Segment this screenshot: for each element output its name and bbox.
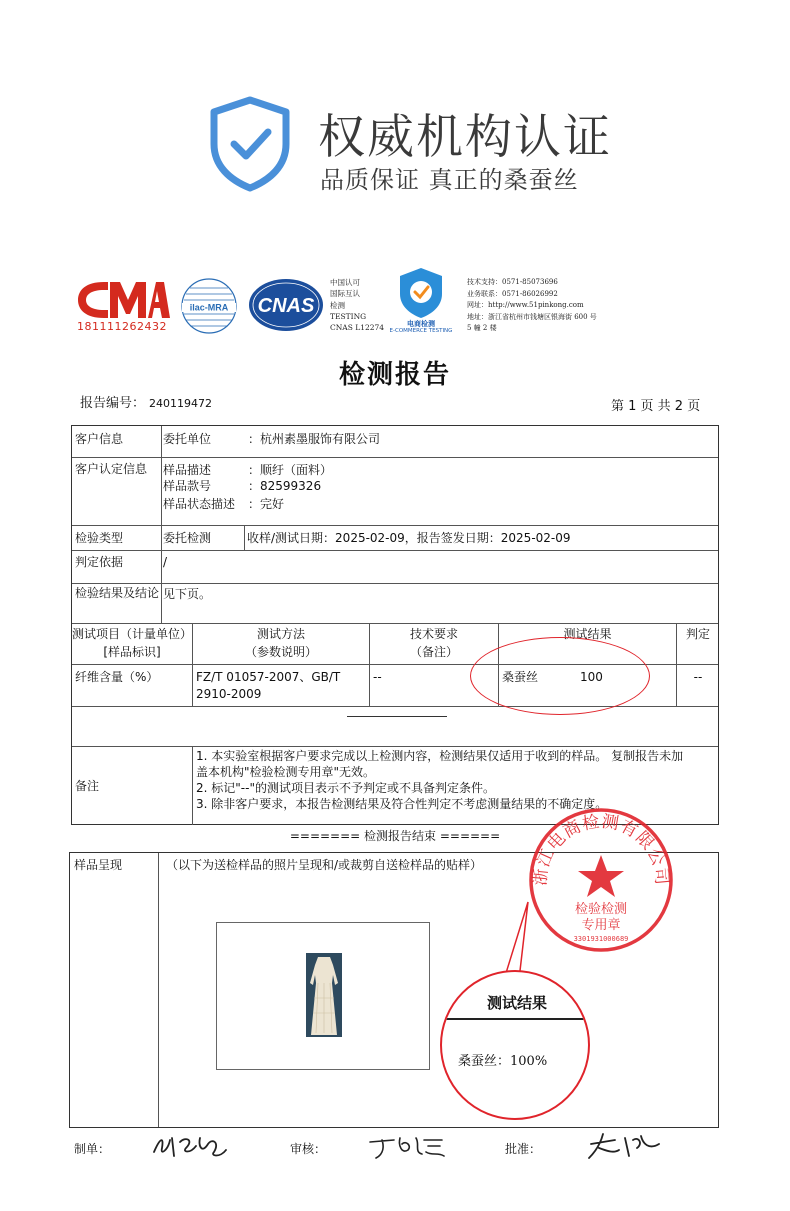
header-method: 测试方法 [256, 627, 305, 641]
test-dates: 收样/测试日期：2025-02-09，报告签发日期：2025-02-09 [247, 531, 571, 545]
client-value: ：杭州素墨服饰有限公司 [248, 432, 381, 446]
seal-center-line2: 专用章 [581, 918, 621, 933]
seal-code: 3301931000689 [573, 935, 629, 943]
dress-photo [306, 953, 342, 1037]
row-method-line1: FZ/T 01057-2007、GB/T [196, 670, 341, 684]
shield-check-icon [208, 96, 292, 192]
header-method-sub: （参数说明） [244, 645, 317, 659]
note-line: 3. 除非客户要求，本报告检测结果及符合性判定不考虑测量结果的不确定度。 [196, 797, 608, 811]
result-highlight-ellipse [470, 637, 650, 715]
approved-signature [585, 1130, 663, 1162]
note-line: 1. 本实验室根据客户要求完成以上检测内容，检测结果仅适用于收到的样品。 复制报告未加 [196, 749, 684, 763]
row-item: 纤维含量（%） [75, 670, 159, 684]
reviewed-signature [366, 1132, 448, 1162]
ecom-title: 电商检测 [407, 320, 435, 328]
report-number [80, 392, 212, 411]
cert-line: TESTING [330, 311, 367, 321]
header-item-sub: [样品标识] [103, 645, 161, 659]
prepared-signature [150, 1130, 230, 1162]
cma-logo [74, 278, 170, 336]
cert-line: 检测 [330, 300, 345, 310]
note-line: 2. 标记"--"的测试项目表示不予判定或不具备判定条件。 [196, 781, 495, 795]
row-requirement: -- [373, 670, 382, 684]
header-result: 测试结果 [563, 627, 612, 641]
row-fiber: 桑蚕丝 [502, 670, 539, 684]
ecom-shield-icon [380, 266, 462, 320]
cma-number: 181111262432 [77, 320, 167, 333]
header-item: 测试项目（计量单位） [72, 627, 193, 641]
result-label: 检验结果及结论 [75, 586, 160, 600]
contact-block [467, 277, 597, 335]
sample-desc-value: ：顺纡（面料） [248, 463, 333, 477]
prepared-label: 制单： [74, 1142, 111, 1156]
blank-rule [347, 716, 447, 717]
header-requirement: 技术要求 [409, 627, 458, 641]
row-value: 100 [580, 670, 603, 684]
sample-no-key: 样品款号 [163, 479, 212, 493]
cnas-text: CNAS [257, 295, 315, 317]
contact-line: 技术支持：0571-85073696 [467, 278, 558, 286]
header-requirement-sub: （备注） [409, 645, 458, 659]
test-result-callout [440, 970, 590, 1120]
sample-no-value: ：82599326 [248, 479, 322, 493]
seal-org: 浙江电商检测有限公司 [530, 811, 672, 887]
basis-value: / [163, 555, 168, 569]
report-end-line: ======= 检测报告结束 ====== [289, 829, 501, 843]
approved-label: 批准： [505, 1142, 542, 1156]
ecom-subtitle: E-COMMERCE TESTING [389, 328, 453, 334]
report-number-value: 240119472 [149, 397, 213, 410]
result-value: 见下页。 [163, 587, 212, 601]
ilac-mra-logo [176, 276, 242, 336]
banner-title: 权威机构认证 [318, 110, 612, 165]
cert-line: 国际互认 [330, 289, 360, 299]
reviewed-label: 审核： [290, 1142, 327, 1156]
cnas-logo [247, 277, 325, 333]
seal-star-icon [578, 855, 624, 897]
report-table [71, 425, 719, 825]
ecommerce-testing-logo [380, 266, 462, 334]
confirm-label: 客户认定信息 [75, 462, 148, 476]
sample-state-key: 样品状态描述 [163, 497, 236, 511]
callout-value: 桑蚕丝：100% [458, 1054, 548, 1069]
callout-title: 测试结果 [486, 994, 547, 1012]
sample-label: 样品呈现 [74, 858, 123, 872]
client-key: 委托单位 [163, 432, 212, 446]
callout-divider [442, 1018, 590, 1020]
cert-lines [330, 277, 384, 333]
contact-line: 业务联系：0571-86026992 [467, 289, 558, 298]
basis-label: 判定依据 [75, 555, 124, 569]
sample-caption: （以下为送检样品的照片呈现和/或裁剪自送检样品的贴样） [166, 858, 483, 872]
test-type-value: 委托检测 [163, 531, 212, 545]
test-type-label: 检验类型 [75, 531, 124, 545]
cert-line: CNAS L12274 [330, 323, 385, 333]
notes-list [196, 748, 716, 812]
sample-state-value: ：完好 [248, 497, 285, 511]
sample-photo [216, 922, 430, 1070]
contact-line: 5 幢 2 楼 [467, 324, 497, 332]
contact-line: 地址：浙江省杭州市钱塘区银海街 600 号 [467, 312, 597, 321]
report-title: 检测报告 [338, 360, 451, 390]
seal-center-line1: 检验检测 [574, 902, 628, 917]
notes-label: 备注 [75, 779, 100, 793]
row-method-line2: 2910-2009 [196, 687, 262, 701]
note-line: 盖本机构"检验检测专用章"无效。 [196, 765, 376, 779]
cma-mark [74, 278, 170, 322]
cert-line: 中国认可 [330, 278, 360, 287]
official-seal [526, 805, 676, 955]
row-judgement: -- [693, 670, 703, 684]
contact-line: 网址：http://www.51pinkong.com [467, 301, 584, 309]
header-judgement: 判定 [685, 627, 710, 641]
page-info: 第 1 页 共 2 页 [611, 399, 701, 414]
ilac-text: ilac-MRA [189, 302, 229, 313]
sample-desc-key: 样品描述 [163, 463, 212, 477]
report-number-label: 报告编号： [80, 396, 146, 411]
client-label: 客户信息 [75, 432, 124, 446]
banner-subtitle: 品质保证 真正的桑蚕丝 [320, 166, 579, 194]
